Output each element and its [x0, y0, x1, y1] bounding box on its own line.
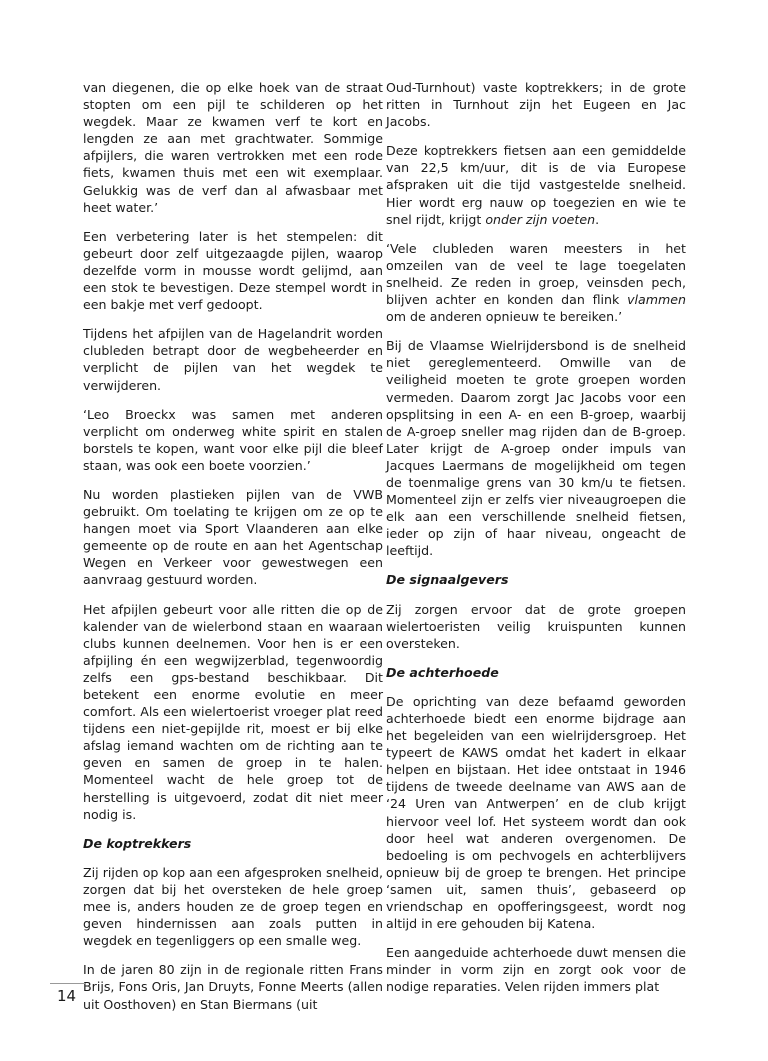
section-heading-signaalgevers: De signaalgevers [386, 572, 509, 588]
paragraph: Nu worden plastieken pijlen van de VWB gebruikt. Om toelating te krijgen om ze op te hangen moet via Sport Vlaanderen aan elke gemeente op de route en aan het Agentschap Wegen en Verkeer voor gewestwegen een aanvraag gestuurd worden. [83, 486, 383, 588]
paragraph-text: Deze koptrekkers fietsen aan een gemiddelde van 22,5 km/uur, dit is de via Europese afspraken uit die tijd vastgestelde snelheid. Hier wordt erg nauw op toegezien en wie te snel rijdt, krijgt [386, 143, 686, 227]
paragraph: Bij de Vlaamse Wielrijdersbond is de snelheid niet gereglementeerd. Omwille van de veiligheid moeten te grote groepen worden vermeden. Daarom zorgt Jac Jacobs voor een opsplitsing in een A- en een B-groep, waarbij de A-groep sneller mag rijden dan de B-groep. Later krijgt de A-groep onder impuls van Jacques Laermans de mogelijkheid om tegen de toenmalige grens van 30 km/u te fietsen. Momenteel zijn er zelfs vier niveaugroepen die elk aan een verschillende snelheid fietsen, ieder op zijn of haar niveau, ongeacht de leeftijd. [386, 338, 686, 559]
paragraph-text: . [595, 211, 600, 227]
paragraph: van diegenen, die op elke hoek van de straat stopten om een pijl te schilderen op het wegdek. Maar ze kwamen verf te kort en lengden ze aan met grachtwater. Sommige afpijlers, die waren vertrokken met een rode fiets, kwamen thuis met een wit exemplaar. Gelukkig was de verf dan al afwasbaar met heet water.’ [83, 80, 383, 215]
section-heading-koptrekkers: De koptrekkers [83, 835, 192, 851]
italic-phrase: onder zijn voeten [485, 211, 596, 227]
paragraph [386, 240, 686, 325]
paragraph: Zij rijden op kop aan een afgesproken snelheid, zorgen dat bij het oversteken de hele groep mee is, anders houden ze de groep tegen en geven hindernissen aan zoals putten in wegdek en tegenliggers op een smalle weg. [83, 864, 383, 949]
left-column [83, 79, 383, 1025]
paragraph: Een verbetering later is het stempelen: dit gebeurt door zelf uitgezaagde pijlen, waarop dezelfde vorm in mousse wordt gelijmd, aan een stok te bevestigen. Deze stempel wordt in een bakje met verf gedoopt. [83, 228, 383, 313]
paragraph [386, 142, 686, 227]
italic-phrase: vlammen [627, 292, 686, 308]
section-heading-achterhoede: De achterhoede [386, 664, 499, 680]
paragraph-text: ‘Vele clubleden waren meesters in het omzeilen van de veel te lage toegelaten snelheid. Ze reden in groep, veinsden pech, blijven achter en konden dan flink [386, 240, 686, 308]
paragraph: Het afpijlen gebeurt voor alle ritten die op de kalender van de wielerbond staan en waaraan clubs kunnen deelnemen. Voor hen is er een afpijling én een wegwijzerblad, tegenwoordig zelfs een gps-bestand beschikbaar. Dit betekent een enorme evolutie en meer comfort. Als een wielertoerist vroeger plat reed tijdens een niet-gepijlde rit, moest er bij elke afslag iemand wachten om de richting aan te geven en samen de groep in te halen. Momenteel wacht de hele groep tot de herstelling is uitgevoerd, zodat dit niet meer nodig is. [83, 601, 383, 822]
paragraph: Zij zorgen ervoor dat de grote groepen wielertoeristen veilig kruispunten kunnen oversteken. [386, 601, 686, 651]
page-number-rule [50, 983, 86, 984]
right-column [386, 79, 686, 1008]
paragraph: Een aangeduide achterhoede duwt mensen die minder in vorm zijn en zorgt ook voor de nodige reparaties. Velen rijden immers plat [386, 945, 686, 995]
paragraph: In de jaren 80 zijn in de regionale ritten Frans Brijs, Fons Oris, Jan Druyts, Fonne Meerts (allen uit Oosthoven) en Stan Biermans (uit [83, 962, 383, 1012]
paragraph: De oprichting van deze befaamd geworden achterhoede biedt een enorme bijdrage aan het begeleiden van een wielrijdersgroep. Het typeert de KAWS omdat het kadert in elkaar helpen en bijstaan. Het idee ontstaat in 1946 tijdens de tweede deelname van AWS aan de ‘24 Uren van Antwerpen’ en de club krijgt hiervoor veel lof. Het systeem wordt dan ook door heel wat anderen overgenomen. De bedoeling is om pechvogels en achterblijvers opnieuw bij de groep te brengen. Het principe ‘samen uit, samen thuis’, gebaseerd op vriendschap en opofferingsgeest, wordt nog altijd in ere gehouden bij Katena. [386, 693, 686, 932]
page-number: 14 [57, 987, 77, 1005]
paragraph: Tijdens het afpijlen van de Hagelandrit worden clubleden betrapt door de wegbeheerder en verplicht de pijlen van het wegdek te verwijderen. [83, 326, 383, 393]
paragraph-text: om de anderen opnieuw te bereiken.’ [386, 309, 623, 325]
paragraph: ‘Leo Broeckx was samen met anderen verplicht om onderweg white spirit en stalen borstels te kopen, want voor elke pijl die bleef staan, was ook een boete voorzien.’ [83, 406, 383, 473]
paragraph: Oud-Turnhout) vaste koptrekkers; in de grote ritten in Turnhout zijn het Eugeen en Jac Jacobs. [386, 80, 686, 130]
